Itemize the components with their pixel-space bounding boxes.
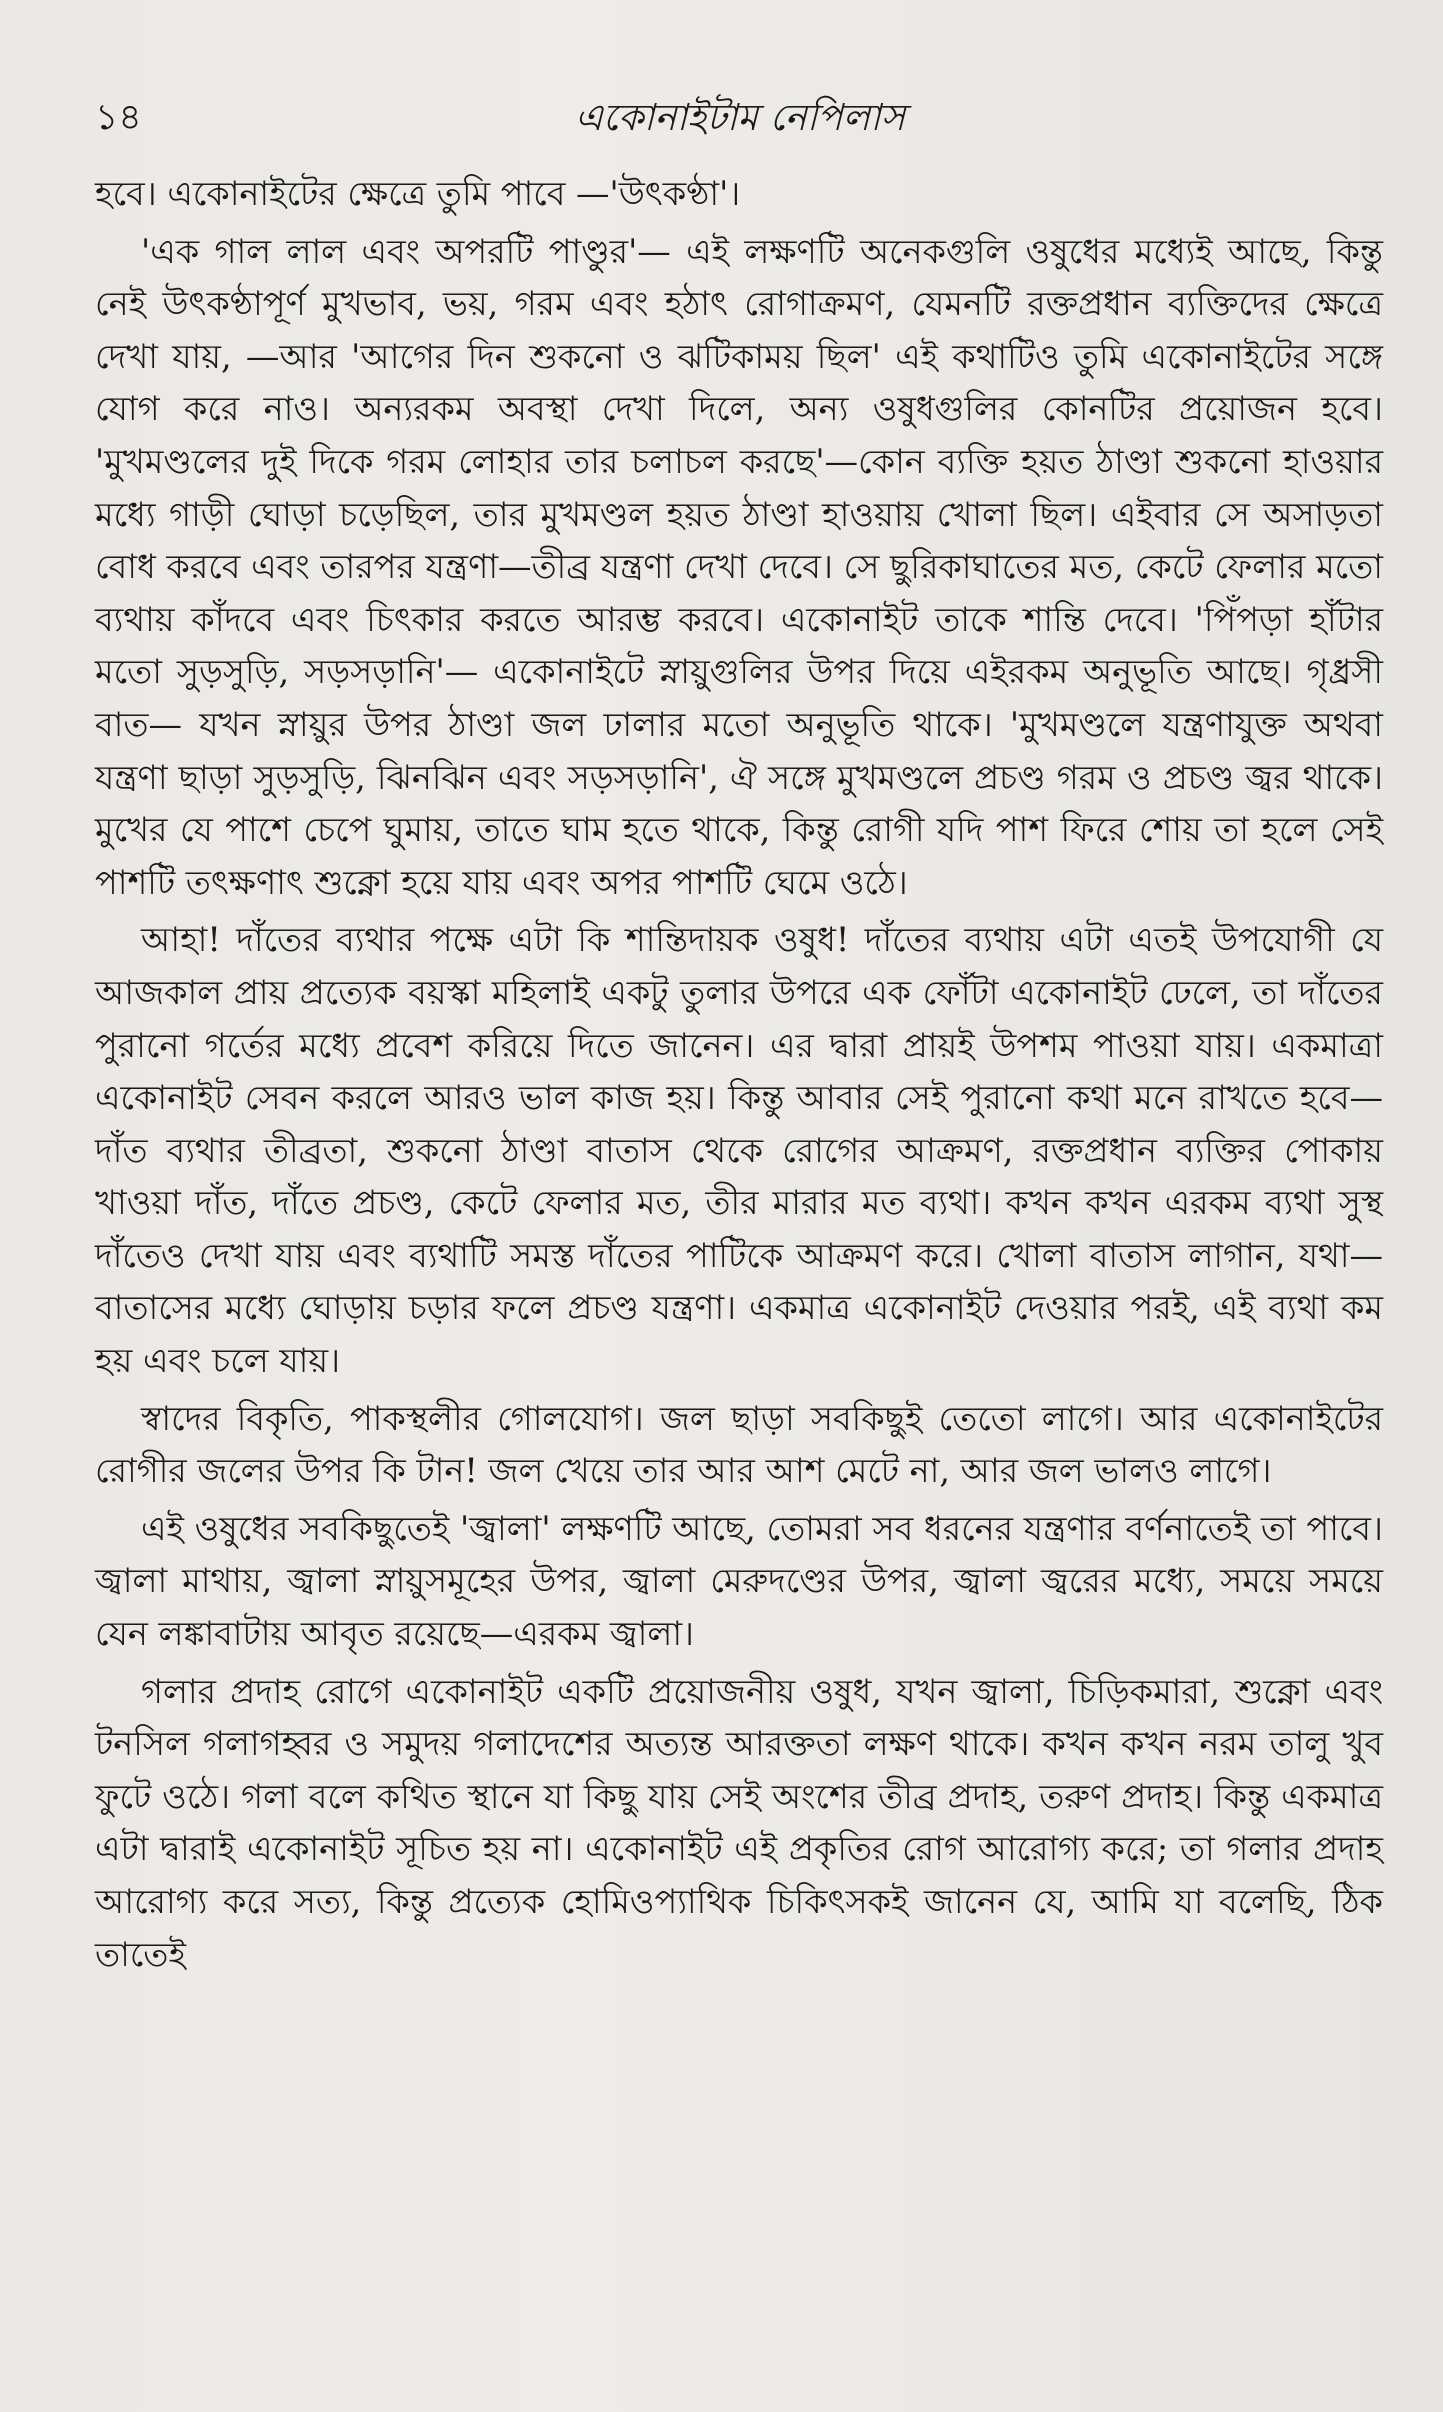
paragraph-throat: গলার প্রদাহ রোগে একোনাইট একটি প্রয়োজনীয় ওষুধ, যখন জ্বালা, চিড়িকমারা, শুক্নো এবং টনসিল গলাগহ্বর ও সমুদয় গলাদেশের অত্যন্ত আরক্ততা লক্ষণ থাকে। কখন কখন নরম তালু খুব ফুটে ওঠে। গলা বলে কথিত স্থানে যা কিছু যায় সেই অংশের তীব্র প্রদাহ, তরুণ প্রদাহ। কিন্তু একমাত্র এটা দ্বারাই একোনাইট সূচিত হয় না। একোনাইট এই প্রকৃতির রোগ আরোগ্য করে; তা গলার প্রদাহ আরোগ্য করে সত্য, কিন্তু প্রত্যেক হোমিওপ্যাথিক চিকিৎসকই জানেন যে, আমি যা বলেছি, ঠিক তাতেই — [95, 1671, 1383, 1974]
paragraph-burning: এই ওষুধের সবকিছুতেই 'জ্বালা' লক্ষণটি আছে, তোমরা সব ধরনের যন্ত্রণার বর্ণনাতেই তা পাবে। জ্বালা মাথায়, জ্বালা স্নায়ুসমূহের উপর, জ্বালা মেরুদণ্ডের উপর, জ্বালা জ্বরের মধ্যে, সময়ে সময়ে যেন লঙ্কাবাটায় আবৃত রয়েছে—এরকম জ্বালা। — [95, 1508, 1383, 1654]
body-text — [95, 168, 1383, 1986]
paragraph-toothache: আহা! দাঁতের ব্যথার পক্ষে এটা কি শান্তিদায়ক ওষুধ! দাঁতের ব্যথায় এটা এতই উপযোগী যে আজকাল প্রায় প্রত্যেক বয়স্কা মহিলাই একটু তুলার উপরে এক ফোঁটা একোনাইট ঢেলে, তা দাঁতের পুরানো গর্তের মধ্যে প্রবেশ করিয়ে দিতে জানেন। এর দ্বারা প্রায়ই উপশম পাওয়া যায়। একমাত্রা একোনাইট সেবন করলে আরও ভাল কাজ হয়। কিন্তু আবার সেই পুরানো কথা মনে রাখতে হবে—দাঁত ব্যথার তীব্রতা, শুকনো ঠাণ্ডা বাতাস থেকে রোগের আক্রমণ, রক্তপ্রধান ব্যক্তির পোকায় খাওয়া দাঁত, দাঁতে প্রচণ্ড, কেটে ফেলার মত, তীর মারার মত ব্যথা। কখন কখন এরকম ব্যথা সুস্থ দাঁতেও দেখা যায় এবং ব্যথাটি সমস্ত দাঁতের পাটিকে আক্রমণ করে। খোলা বাতাস লাগান, যথা—বাতাসের মধ্যে ঘোড়ায় চড়ার ফলে প্রচণ্ড যন্ত্রণা। একমাত্র একোনাইট দেওয়ার পরই, এই ব্যথা কম হয় এবং চলে যায়। — [95, 920, 1383, 1381]
running-title: একোনাইটাম নেপিলাস — [574, 96, 906, 139]
page-header — [95, 88, 1385, 148]
page-number: ১৪ — [95, 97, 142, 138]
paragraph-red-cheek: 'এক গাল লাল এবং অপরটি পাণ্ডুর'— এই লক্ষণটি অনেকগুলি ওষুধের মধ্যেই আছে, কিন্তু নেই উৎকণ্ঠাপূর্ণ মুখভাব, ভয়, গরম এবং হঠাৎ রোগাক্রমণ, যেমনটি রক্তপ্রধান ব্যক্তিদের ক্ষেত্রে দেখা যায়, —আর 'আগের দিন শুকনো ও ঝটিকাময় ছিল' এই কথাটিও তুমি একোনাইটের সঙ্গে যোগ করে নাও। অন্যরকম অবস্থা দেখা দিলে, অন্য ওষুধগুলির কোনটির প্রয়োজন হবে। 'মুখমণ্ডলের দুই দিকে গরম লোহার তার চলাচল করছে'—কোন ব্যক্তি হয়ত ঠাণ্ডা শুকনো হাওয়ার মধ্যে গাড়ী ঘোড়া চড়েছিল, তার মুখমণ্ডল হয়ত ঠাণ্ডা হাওয়ায় খোলা ছিল। এইবার সে অসাড়তা বোধ করবে এবং তারপর যন্ত্রণা—তীব্র যন্ত্রণা দেখা দেবে। সে ছুরিকাঘাতের মত, কেটে ফেলার মতো ব্যথায় কাঁদবে এবং চিৎকার করতে আরম্ভ করবে। একোনাইট তাকে শান্তি দেবে। 'পিঁপড়া হাঁটার মতো সুড়সুড়ি, সড়সড়ানি'— একোনাইটে স্নায়ুগুলির উপর দিয়ে এইরকম অনুভূতি আছে। গৃধ্রসী বাত— যখন স্নায়ুর উপর ঠাণ্ডা জল ঢালার মতো অনুভূতি থাকে। 'মুখমণ্ডলে যন্ত্রণাযুক্ত অথবা যন্ত্রণা ছাড়া সুড়সুড়ি, ঝিনঝিন এবং সড়সড়ানি', ঐ সঙ্গে মুখমণ্ডলে প্রচণ্ড গরম ও প্রচণ্ড জ্বর থাকে। মুখের যে পাশে চেপে ঘুমায়, তাতে ঘাম হতে থাকে, কিন্তু রোগী যদি পাশ ফিরে শোয় তা হলে সেই পাশটি তৎক্ষণাৎ শুক্নো হয়ে যায় এবং অপর পাশটি ঘেমে ওঠে। — [95, 231, 1383, 902]
paragraph-continued: হবে। একোনাইটের ক্ষেত্রে তুমি পাবে —'উৎকণ্ঠা'। — [95, 174, 741, 213]
paragraph-taste: স্বাদের বিকৃতি, পাকস্থলীর গোলযোগ। জল ছাড়া সবকিছুই তেতো লাগে। আর একোনাইটের রোগীর জলের উপর কি টান! জল খেয়ে তার আর আশ মেটে না, আর জল ভালও লাগে। — [95, 1398, 1383, 1491]
